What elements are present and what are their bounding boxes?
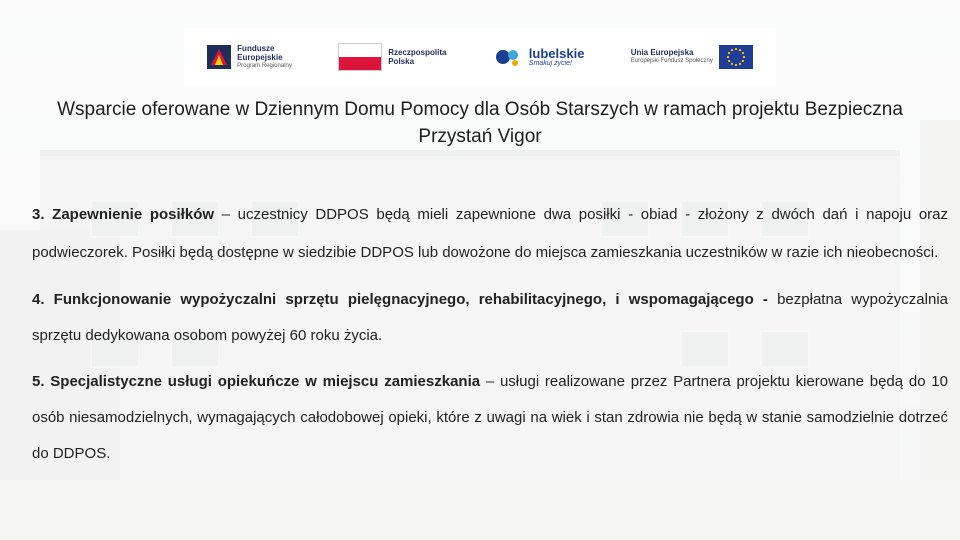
lubelskie-name: lubelskie: [528, 45, 585, 61]
eu-stars-icon: [726, 47, 746, 67]
content-body: [32, 196, 948, 482]
fundusze-europejskie-logo: [207, 44, 292, 71]
fe-line2: Europejskie: [237, 52, 283, 62]
eu-flag-icon: [719, 45, 753, 69]
item-5-paragraph: [32, 364, 948, 472]
fe-star-icon: [207, 45, 231, 69]
item-5-text: – usługi realizowane przez Partnera projektu kierowane będą do 10 osób niesamodzielnych, wymagających całodobowej opieki, które z uwagi na wiek i stan zdrowia nie będą w stanie samodzielnie dotrzeć do DDPOS.: [32, 373, 948, 462]
item-4-text: bezpłatna wypożyczalnia sprzętu dedykowana osobom powyżej 60 roku życia.: [32, 291, 948, 344]
item-5-heading: 5. Specjalistyczne usługi opiekuńcze w miejscu zamieszkania: [32, 373, 481, 390]
rzeczpospolita-logo: [338, 43, 446, 71]
unia-europejska-logo: [631, 45, 753, 69]
item-4-heading: 4. Funkcjonowanie wypożyczalni sprzętu pielęgnacyjnego, rehabilitacyjnego, i wspomagającego -: [32, 291, 768, 308]
item-3-text: – uczestnicy DDPOS będą mieli zapewnione dwa posiłki - obiad - złożony z dwóch dań i napoju oraz podwieczorek. Posiłki będą dostępne w siedzibie DDPOS lub dowożone do miejsca zamieszkania uczestników w razie ich nieobecności.: [32, 206, 949, 261]
fe-line1: Fundusze: [237, 43, 275, 53]
item-3-paragraph: [32, 196, 948, 272]
slide-title: Wsparcie oferowane w Dziennym Domu Pomocy dla Osób Starszych w ramach projektu Bezpieczna Przystań Vigor: [57, 99, 903, 147]
rp-line1: Rzeczpospolita: [388, 48, 447, 57]
lubelskie-logo: [493, 45, 585, 69]
logo-bar: [184, 28, 776, 86]
rp-line2: Polska: [388, 57, 415, 66]
lubelskie-emblem-icon: [493, 45, 523, 69]
eu-line2: Europejski Fundusz Społeczny: [630, 58, 713, 64]
lubelskie-slogan: Smakuj życie!: [528, 59, 572, 67]
item-4-paragraph: [32, 282, 948, 354]
eu-line1: Unia Europejska: [630, 48, 694, 57]
item-3-heading: 3. Zapewnienie posiłków: [32, 206, 215, 223]
fe-line3: Program Regionalny: [237, 62, 292, 69]
polish-flag-icon: [338, 43, 382, 71]
